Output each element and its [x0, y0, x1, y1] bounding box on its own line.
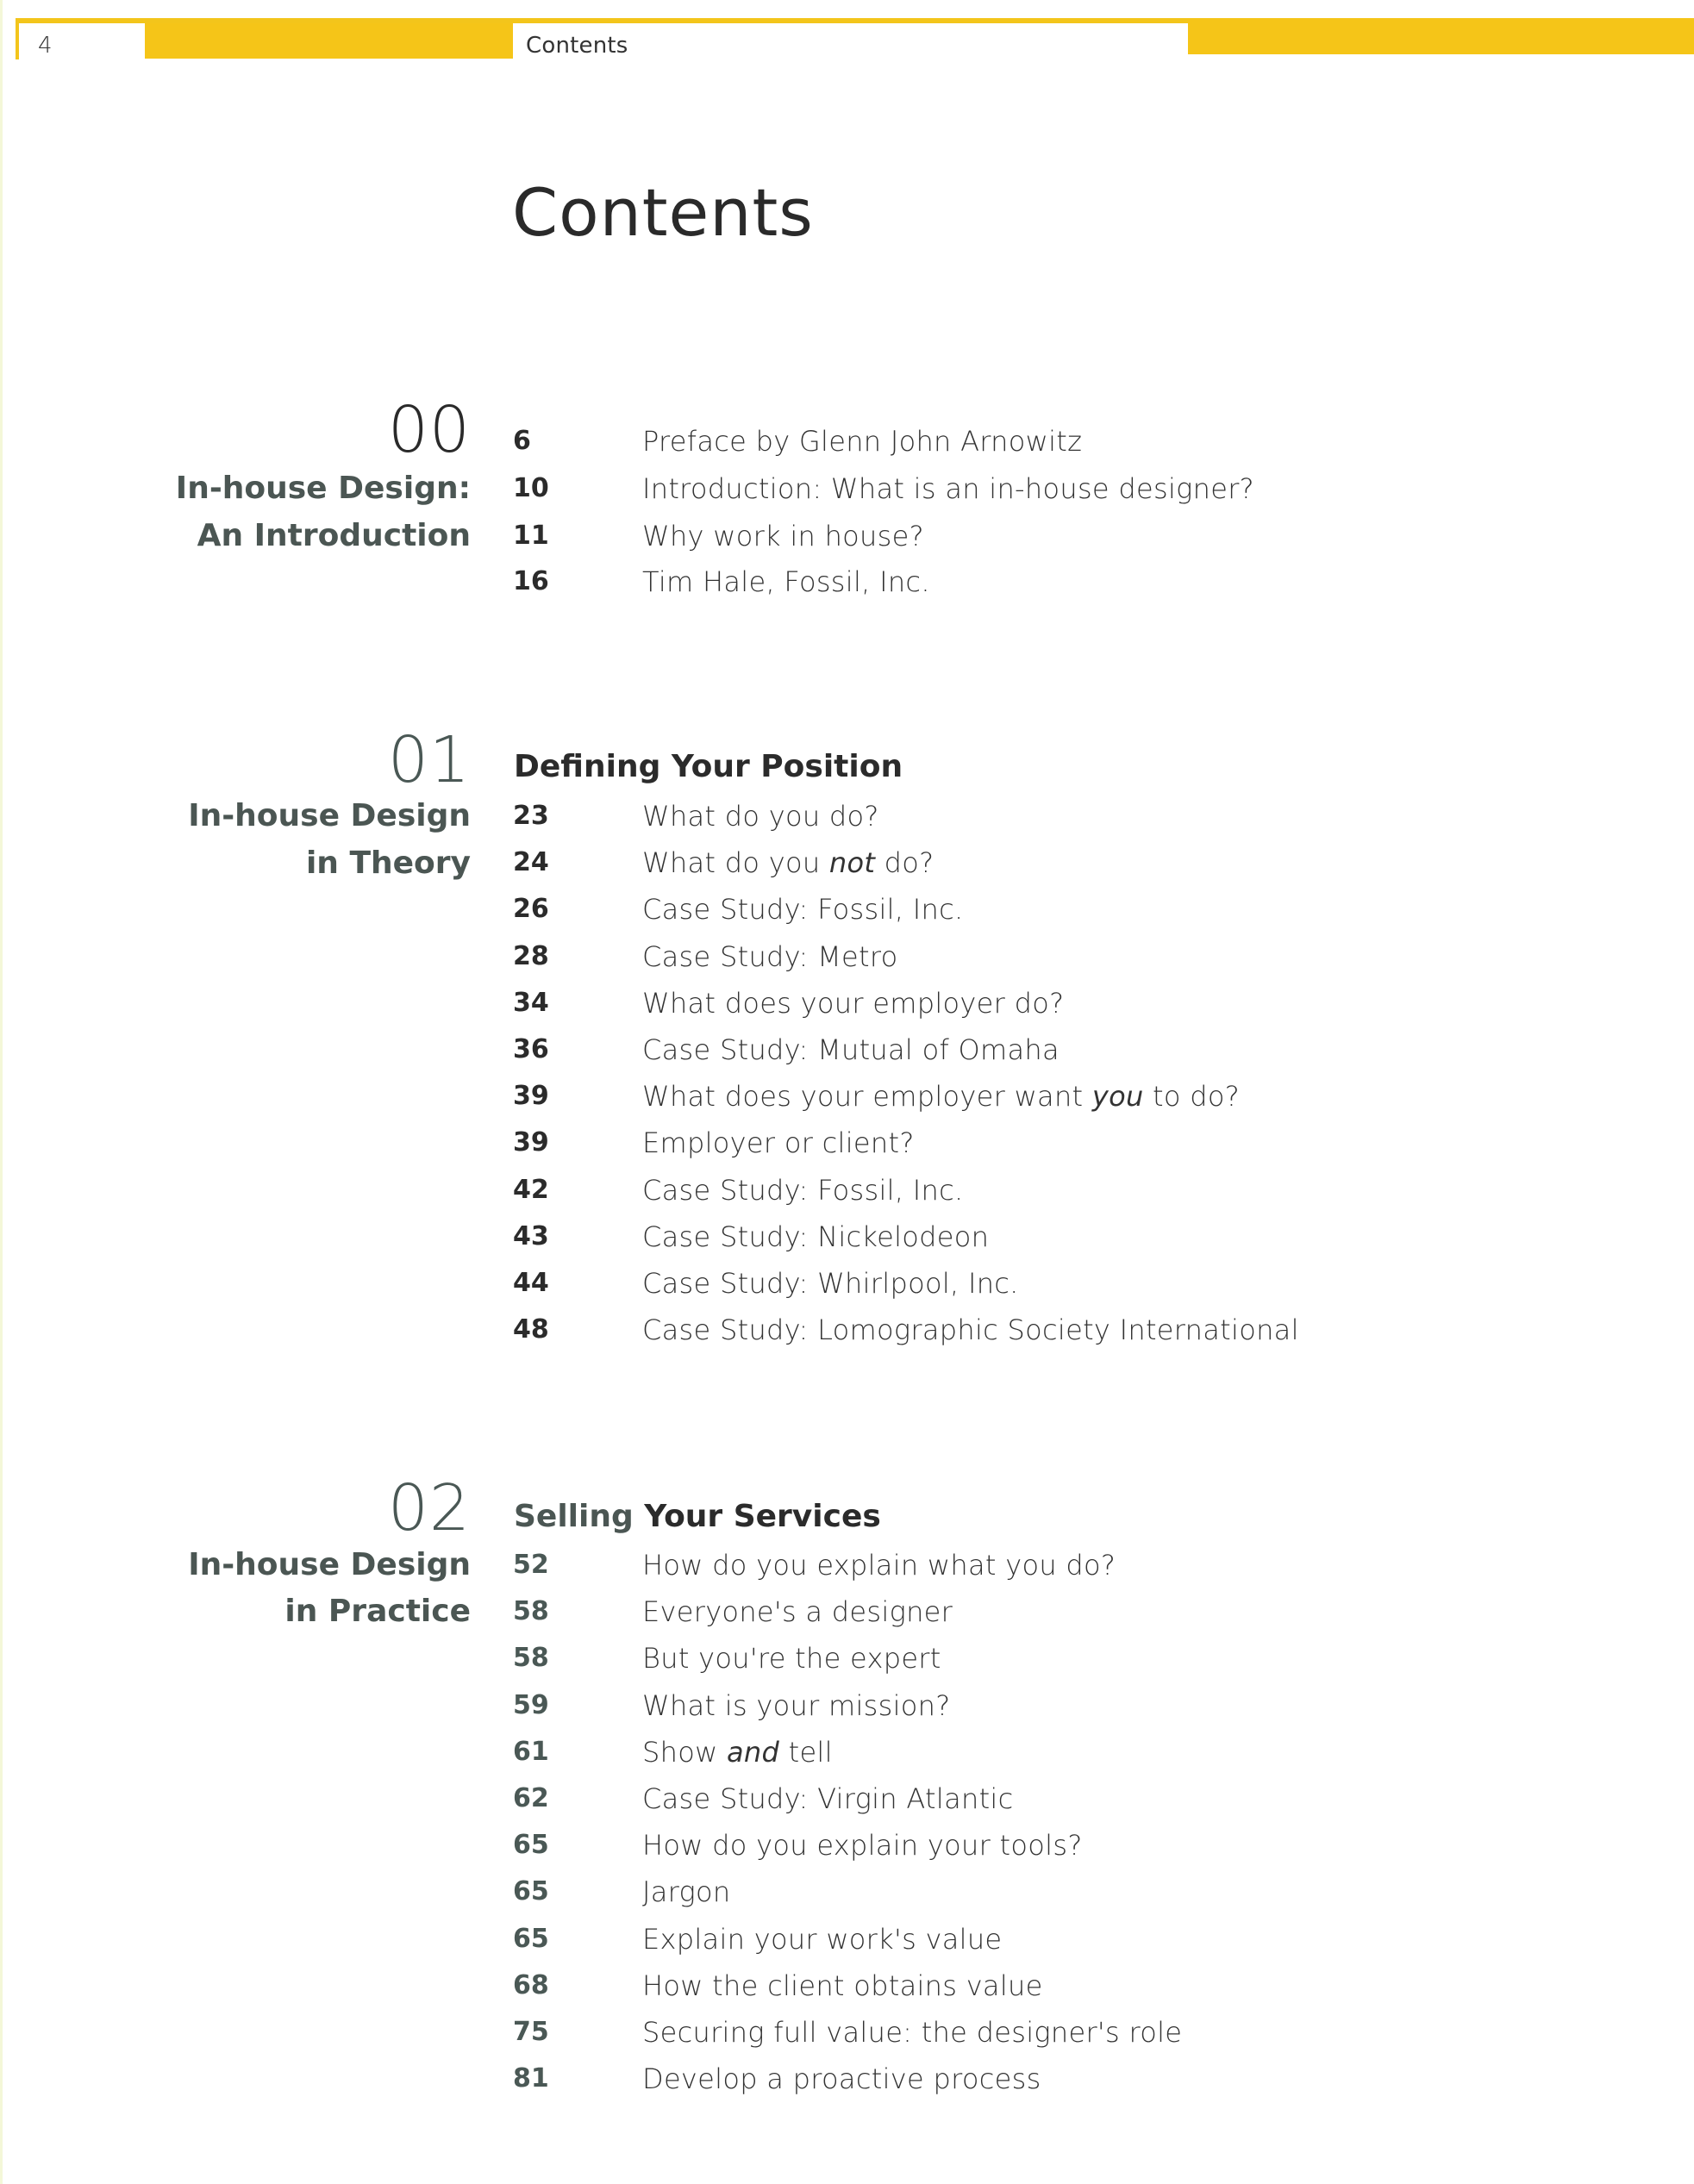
toc-entry[interactable]	[0, 465, 1254, 512]
page-title: Contents	[512, 173, 814, 251]
toc-page-number: 28	[513, 941, 549, 971]
toc-page-number: 44	[513, 1268, 549, 1298]
emphasis: you	[1091, 1080, 1144, 1113]
toc-entry[interactable]	[0, 513, 1207, 559]
section-label-line: An Introduction	[197, 518, 471, 553]
toc-entry-title: How the client obtains value	[642, 1969, 1043, 2002]
toc-page-number: 11	[513, 521, 549, 551]
toc-entry[interactable]	[0, 886, 1207, 933]
toc-entry-title: But you're the expert	[642, 1642, 941, 1675]
section-number: 01	[387, 723, 471, 797]
toc-page-number: 43	[513, 1221, 549, 1251]
toc-entry-title: Case Study: Fossil, Inc.	[642, 893, 964, 926]
toc-page-number: 34	[513, 988, 549, 1018]
toc-entry[interactable]	[0, 980, 1207, 1026]
toc-entry[interactable]	[0, 1542, 1207, 1588]
running-head: Contents	[526, 33, 628, 59]
toc-entry-title: Show and tell	[642, 1736, 833, 1769]
toc-entry-title: Tim Hale, Fossil, Inc.	[642, 565, 930, 598]
toc-entry-title: Employer or client?	[642, 1126, 915, 1159]
toc-page-number: 65	[513, 1924, 549, 1954]
header-band-right	[1188, 18, 1694, 54]
toc-entry[interactable]	[0, 418, 1207, 465]
toc-entry[interactable]	[0, 2009, 1207, 2056]
toc-entry-title: Securing full value: the designer's role	[642, 2016, 1183, 2049]
toc-entry-title: Develop a proactive process	[642, 2062, 1041, 2095]
toc-page-number: 68	[513, 1970, 549, 2000]
toc-page-number: 36	[513, 1034, 549, 1064]
toc-page-number: 58	[513, 1643, 549, 1673]
toc-page-number: 62	[513, 1783, 549, 1813]
toc-page-number: 39	[513, 1081, 549, 1111]
toc-page-number: 6	[513, 426, 531, 456]
section-label-line: In-house Design:	[175, 471, 471, 506]
toc-entry[interactable]	[0, 1916, 1207, 1962]
page-number: 4	[38, 33, 53, 59]
toc-entry[interactable]	[0, 1635, 1207, 1682]
toc-page-number: 81	[513, 2063, 549, 2094]
toc-page-number: 58	[513, 1596, 549, 1626]
toc-entry-title: Case Study: Nickelodeon	[642, 1220, 990, 1253]
toc-entry[interactable]	[0, 1073, 1241, 1120]
toc-entry[interactable]	[0, 1167, 1207, 1214]
toc-entry-title: Case Study: Metro	[642, 940, 898, 973]
toc-entry[interactable]	[0, 1962, 1207, 2009]
toc-entry-title: Explain your work's value	[642, 1923, 1003, 1956]
toc-entry-title: How do you explain what you do?	[642, 1549, 1116, 1582]
toc-page-number: 42	[513, 1175, 549, 1205]
toc-entry-title: Case Study: Virgin Atlantic	[642, 1782, 1014, 1815]
toc-entry[interactable]	[0, 1588, 1207, 1635]
toc-entry-title: What do you do?	[642, 800, 879, 833]
toc-page-number: 10	[513, 473, 549, 503]
toc-entry[interactable]	[0, 558, 1207, 605]
emphasis: and	[727, 1736, 780, 1769]
header-left-tick	[16, 18, 19, 59]
toc-page-number: 61	[513, 1737, 549, 1767]
toc-entry[interactable]	[0, 839, 1207, 886]
toc-entry-title: Jargon	[642, 1875, 731, 1908]
toc-page-number: 39	[513, 1127, 549, 1158]
section-label-line: in Theory	[305, 846, 471, 881]
toc-entry[interactable]	[0, 2056, 1207, 2102]
toc-entry-title: Case Study: Lomographic Society International	[642, 1314, 1299, 1346]
toc-entry[interactable]	[0, 1120, 1207, 1166]
emphasis: not	[828, 846, 876, 879]
toc-entry-title: Introduction: What is an in-house designer?	[642, 472, 1254, 505]
toc-entry[interactable]	[0, 1682, 1207, 1729]
toc-page-number: 26	[513, 894, 549, 924]
section-number: 00	[387, 393, 471, 467]
section-number: 02	[387, 1471, 471, 1545]
section-heading-text: Your Services	[633, 1499, 881, 1534]
section-label-line: In-house Design	[188, 1547, 471, 1582]
toc-entry[interactable]	[0, 1822, 1207, 1869]
toc-entry[interactable]	[0, 933, 1207, 980]
section-heading-text: Defining Your Position	[514, 749, 903, 784]
toc-page-number: 59	[513, 1690, 549, 1720]
toc-entry-title: Preface by Glenn John Arnowitz	[642, 425, 1083, 458]
toc-entry[interactable]	[0, 1026, 1207, 1073]
toc-entry-title: How do you explain your tools?	[642, 1829, 1083, 1862]
toc-entry-title: Why work in house?	[642, 520, 924, 552]
toc-entry[interactable]	[0, 1214, 1207, 1260]
toc-entry-title: Everyone's a designer	[642, 1595, 953, 1628]
toc-page-number: 52	[513, 1550, 549, 1580]
toc-entry[interactable]	[0, 1869, 1207, 1915]
toc-page-number: 65	[513, 1830, 549, 1860]
section-label-line: in Practice	[284, 1594, 471, 1629]
toc-entry[interactable]	[0, 793, 1207, 839]
toc-page-number: 65	[513, 1876, 549, 1906]
toc-entry-title: What do you not do?	[642, 846, 935, 879]
toc-entry[interactable]	[0, 1307, 1299, 1353]
section-heading	[514, 744, 903, 790]
toc-entry-title: What is your mission?	[642, 1689, 951, 1722]
header-band-left	[145, 23, 513, 59]
toc-page-number: 48	[513, 1314, 549, 1345]
toc-entry[interactable]	[0, 1260, 1207, 1307]
toc-entry[interactable]	[0, 1775, 1207, 1822]
toc-page-number: 23	[513, 801, 549, 831]
toc-entry-title: What does your employer do?	[642, 987, 1065, 1020]
toc-page-number: 24	[513, 847, 549, 877]
section-heading	[514, 1494, 881, 1540]
toc-entry-title: Case Study: Mutual of Omaha	[642, 1033, 1060, 1066]
toc-entry-title: Case Study: Fossil, Inc.	[642, 1174, 964, 1207]
toc-page-number: 16	[513, 566, 549, 596]
toc-page-number: 75	[513, 2017, 549, 2047]
toc-entry[interactable]	[0, 1729, 1207, 1775]
toc-entry-title: Case Study: Whirlpool, Inc.	[642, 1267, 1019, 1300]
section-heading-text-muted: Selling	[514, 1499, 634, 1534]
toc-entry-title: What does your employer want you to do?	[642, 1080, 1241, 1113]
section-label-line: In-house Design	[188, 798, 471, 833]
